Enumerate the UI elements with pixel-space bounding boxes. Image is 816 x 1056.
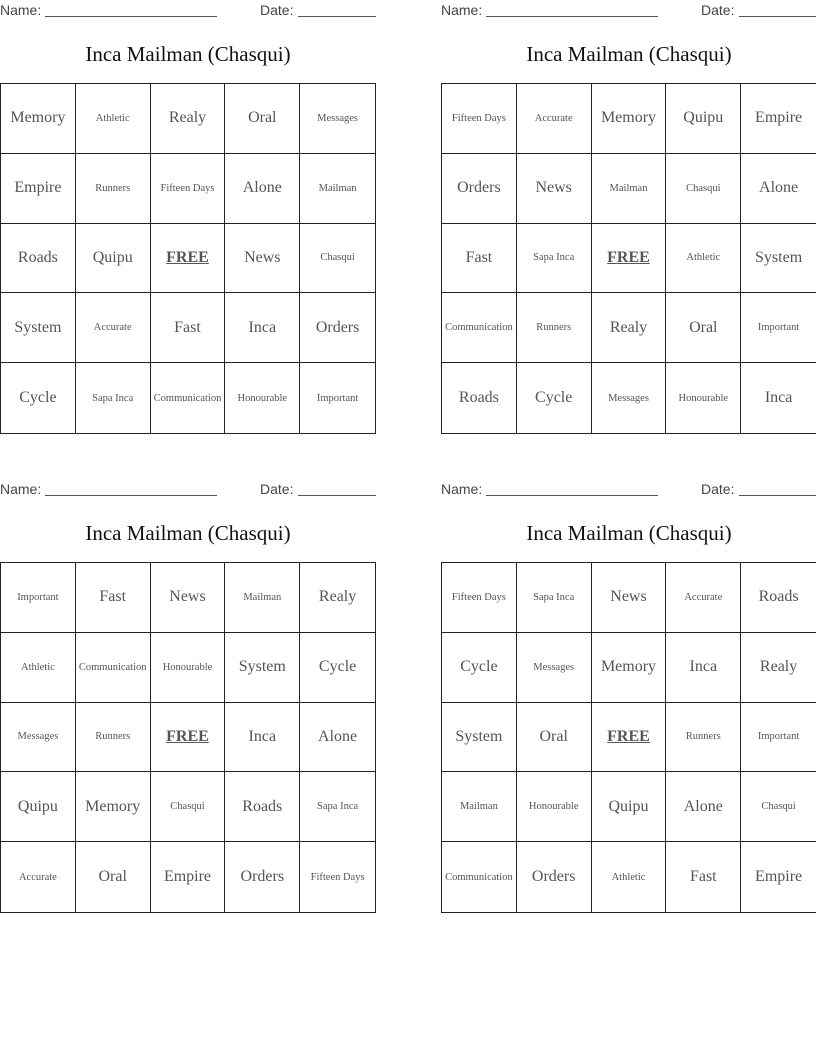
bingo-cell: Alone — [741, 154, 816, 224]
bingo-cell: Messages — [592, 363, 667, 433]
bingo-cell: Orders — [300, 293, 375, 363]
bingo-card — [0, 479, 376, 914]
bingo-cell: Important — [741, 293, 816, 363]
date-field-line — [739, 495, 816, 496]
card-title: Inca Mailman (Chasqui) — [85, 42, 291, 66]
bingo-cell: Memory — [592, 633, 667, 703]
bingo-cell: Fast — [151, 293, 226, 363]
card-title: Inca Mailman (Chasqui) — [85, 521, 291, 545]
bingo-cell: Cycle — [300, 633, 375, 703]
bingo-cell: Honourable — [666, 363, 741, 433]
free-space: FREE — [592, 224, 667, 294]
bingo-cell: Roads — [1, 224, 76, 294]
bingo-cell: News — [225, 224, 300, 294]
bingo-cell: Realy — [741, 633, 816, 703]
bingo-cell: Fifteen Days — [151, 154, 226, 224]
bingo-cell: Runners — [517, 293, 592, 363]
bingo-cell: Cycle — [442, 633, 517, 703]
bingo-cell: Chasqui — [741, 772, 816, 842]
card-title: Inca Mailman (Chasqui) — [526, 521, 732, 545]
card-header — [0, 0, 376, 22]
card-header — [0, 479, 376, 501]
bingo-cell: Communication — [76, 633, 151, 703]
bingo-cell: Athletic — [1, 633, 76, 703]
bingo-card — [0, 0, 376, 435]
bingo-cell: Realy — [151, 84, 226, 154]
bingo-cell: Communication — [151, 363, 226, 433]
bingo-cell: Messages — [1, 703, 76, 773]
bingo-cell: Roads — [442, 363, 517, 433]
bingo-cell: Fast — [76, 563, 151, 633]
bingo-cell: Oral — [666, 293, 741, 363]
bingo-cell: Athletic — [592, 842, 667, 912]
bingo-card — [441, 0, 816, 435]
bingo-cell: Communication — [442, 842, 517, 912]
bingo-cell: Honourable — [517, 772, 592, 842]
card-header — [441, 0, 816, 22]
bingo-cell: Mailman — [225, 563, 300, 633]
date-label: Date: — [701, 481, 735, 497]
bingo-cell: Sapa Inca — [517, 224, 592, 294]
bingo-cell: System — [225, 633, 300, 703]
card-header — [441, 479, 816, 501]
name-field-line — [486, 495, 658, 496]
bingo-grid — [441, 83, 816, 434]
bingo-cell: Cycle — [517, 363, 592, 433]
date-field-line — [298, 16, 376, 17]
bingo-cell: Sapa Inca — [517, 563, 592, 633]
bingo-cell: Accurate — [76, 293, 151, 363]
bingo-cell: News — [151, 563, 226, 633]
bingo-cell: Fifteen Days — [310, 871, 365, 883]
bingo-cell: Runners — [666, 703, 741, 773]
bingo-cell: Inca — [225, 703, 300, 773]
bingo-cell: Important — [316, 392, 359, 404]
bingo-cell: Memory — [592, 84, 667, 154]
bingo-cell: Important — [741, 703, 816, 773]
name-field-line — [486, 16, 658, 17]
date-label: Date: — [701, 2, 735, 18]
bingo-cell: Oral — [76, 842, 151, 912]
bingo-cell: Alone — [225, 154, 300, 224]
name-label: Name: — [0, 481, 42, 497]
bingo-cell: Runners — [76, 154, 151, 224]
bingo-cell: Fast — [442, 224, 517, 294]
bingo-cell: Memory — [76, 772, 151, 842]
bingo-cell: Empire — [755, 868, 803, 886]
bingo-cell: Quipu — [666, 84, 741, 154]
bingo-cell: Sapa Inca — [76, 363, 151, 433]
bingo-cell: Empire — [151, 842, 226, 912]
bingo-cell: Chasqui — [300, 224, 375, 294]
date-label: Date: — [260, 481, 294, 497]
bingo-cell: Chasqui — [151, 772, 226, 842]
bingo-cell: Runners — [76, 703, 151, 773]
bingo-cell: Fifteen Days — [442, 84, 517, 154]
bingo-cell: Messages — [517, 633, 592, 703]
bingo-cell: Mailman — [442, 772, 517, 842]
bingo-cell: Quipu — [76, 224, 151, 294]
bingo-cell: Honourable — [151, 633, 226, 703]
bingo-cell: Oral — [225, 84, 300, 154]
bingo-cell: Oral — [517, 703, 592, 773]
bingo-cell: Mailman — [300, 154, 375, 224]
bingo-cell: News — [517, 154, 592, 224]
name-label: Name: — [0, 2, 42, 18]
bingo-grid — [441, 562, 816, 913]
date-label: Date: — [260, 2, 294, 18]
bingo-cell: Chasqui — [666, 154, 741, 224]
bingo-cell: Mailman — [592, 154, 667, 224]
bingo-cell: Alone — [300, 703, 375, 773]
bingo-cell: Messages — [300, 84, 375, 154]
bingo-grid — [0, 562, 376, 913]
bingo-cell: Orders — [517, 842, 592, 912]
date-field-line — [298, 495, 376, 496]
bingo-cell: Communication — [442, 293, 517, 363]
free-space: FREE — [592, 703, 667, 773]
bingo-cell: Fast — [666, 842, 741, 912]
bingo-cell: Orders — [442, 154, 517, 224]
bingo-cell: Memory — [1, 84, 76, 154]
card-title: Inca Mailman (Chasqui) — [526, 42, 732, 66]
bingo-cell: Sapa Inca — [300, 772, 375, 842]
bingo-cell: Athletic — [666, 224, 741, 294]
bingo-cell: Empire — [1, 154, 76, 224]
bingo-cell: Roads — [225, 772, 300, 842]
bingo-cell: System — [442, 703, 517, 773]
bingo-cell: Accurate — [517, 84, 592, 154]
bingo-card — [441, 479, 816, 914]
free-space: FREE — [151, 703, 226, 773]
bingo-cell: Realy — [300, 563, 375, 633]
bingo-cell: Quipu — [1, 772, 76, 842]
bingo-cell: Inca — [666, 633, 741, 703]
bingo-cell: News — [592, 563, 667, 633]
bingo-cell: Roads — [741, 563, 816, 633]
name-field-line — [45, 495, 217, 496]
bingo-cell: Athletic — [76, 84, 151, 154]
bingo-cell: Accurate — [666, 563, 741, 633]
bingo-cell: Realy — [592, 293, 667, 363]
name-label: Name: — [441, 481, 483, 497]
bingo-cell: Honourable — [225, 363, 300, 433]
bingo-cell: Important — [1, 563, 76, 633]
date-field-line — [739, 16, 816, 17]
bingo-cell: System — [741, 224, 816, 294]
bingo-cell: Inca — [225, 293, 300, 363]
name-label: Name: — [441, 2, 483, 18]
bingo-cell: Quipu — [592, 772, 667, 842]
bingo-cell: Cycle — [1, 363, 76, 433]
free-space: FREE — [151, 224, 226, 294]
bingo-cell: Inca — [764, 389, 793, 407]
bingo-cell: Orders — [225, 842, 300, 912]
name-field-line — [45, 16, 217, 17]
bingo-grid — [0, 83, 376, 434]
bingo-cell: Empire — [741, 84, 816, 154]
bingo-cell: Alone — [666, 772, 741, 842]
bingo-cell: System — [1, 293, 76, 363]
bingo-cell: Accurate — [1, 842, 76, 912]
bingo-cell: Fifteen Days — [442, 563, 517, 633]
